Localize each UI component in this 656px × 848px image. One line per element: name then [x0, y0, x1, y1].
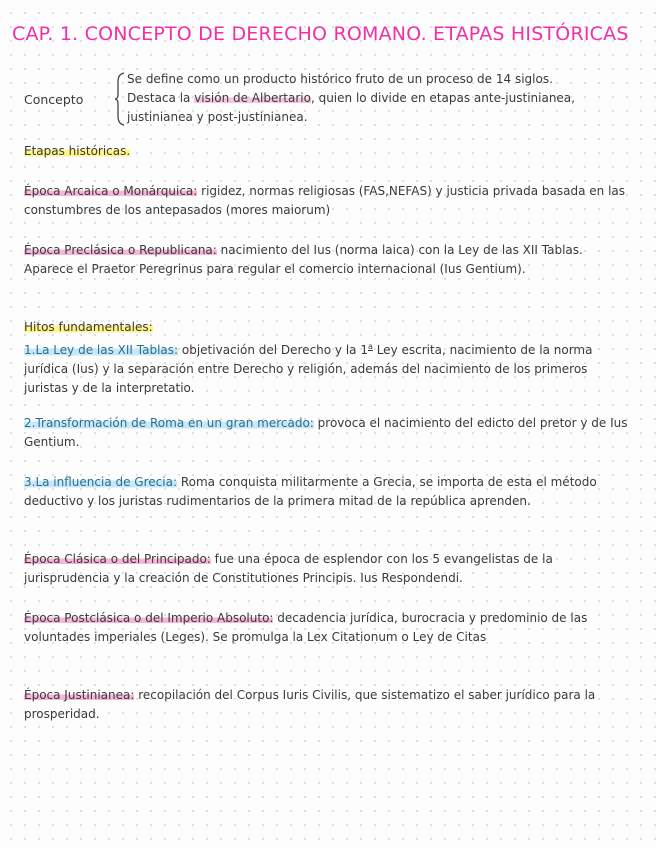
- etapa-preclasica: [24, 241, 630, 279]
- concepto-line-2: [127, 89, 653, 108]
- etapa-arcaica-label: Época Arcaica o Monárquica:: [24, 184, 198, 198]
- hito-3: [24, 473, 630, 511]
- etapa-clasica: [24, 550, 630, 588]
- etapa-postclasica: [24, 609, 630, 647]
- concepto-text: Destaca la: [127, 91, 195, 105]
- hito-2: [24, 414, 630, 452]
- concepto-definition: [127, 70, 653, 127]
- hitos-heading: Hitos fundamentales:: [24, 320, 153, 334]
- etapa-justinianea-label: Época Justinianea:: [24, 688, 135, 702]
- hito-1: [24, 337, 630, 398]
- hito-1-text: objetivación del Derecho y la 1: [178, 343, 368, 357]
- concepto-label: Concepto: [24, 92, 84, 107]
- etapa-justinianea: [24, 686, 630, 724]
- etapas-heading-block: [24, 142, 630, 161]
- page-title: CAP. 1. CONCEPTO DE DERECHO ROMANO. ETAPAS HISTÓRICAS: [12, 23, 629, 45]
- etapa-arcaica: [24, 182, 630, 220]
- albertario-highlight: visión de Albertario: [194, 91, 311, 105]
- hito-2-text: provoca el nacimiento del edicto del pretor y de Ius Gentium.: [24, 416, 628, 449]
- etapa-postclasica-label: Época Postclásica o del Imperio Absoluto:: [24, 611, 274, 625]
- etapa-justinianea-text: recopilación del Corpus Iuris Civilis, que sistematizo el saber jurídico para la prosperidad.: [24, 688, 596, 721]
- hito-3-text: Roma conquista militarmente a Grecia, se importa de esta el método deductivo y los juristas rudimentarios de la primera mitad de la república aprenden.: [24, 475, 597, 508]
- hito-1-text: Ley escrita, nacimiento de la norma jurídica (Ius) y la separación entre Derecho y religión, además del nacimiento de los primeros juristas y de la interpretatio.: [24, 343, 593, 395]
- etapa-clasica-text: fue una época de esplendor con los 5 evangelistas de la jurisprudencia y la creación de Constitutiones Principis. Ius Respondendi.: [24, 552, 553, 585]
- brace-icon: [114, 72, 126, 126]
- concepto-line-3: justinianea y post-justinianea.: [127, 110, 308, 124]
- etapa-postclasica-text: decadencia jurídica, burocracia y predominio de las voluntades imperiales (Leges). Se promulga la Lex Citationum o Ley de Citas: [24, 611, 588, 644]
- hitos-heading-block: [24, 318, 630, 337]
- etapa-preclasica-text: nacimiento del Ius (norma laica) con la Ley de las XII Tablas. Aparece el Praetor Peregrinus para regular el comercio internacional (Ius Gentium).: [24, 243, 583, 276]
- hito-3-label: 3.La influencia de Grecia:: [24, 475, 177, 489]
- concepto-line-1: Se define como un producto histórico fruto de un proceso de 14 siglos.: [127, 72, 553, 86]
- etapa-preclasica-label: Época Preclásica o Republicana:: [24, 243, 217, 257]
- etapa-clasica-label: Época Clásica o del Principado:: [24, 552, 211, 566]
- hito-2-label: 2.Transformación de Roma en un gran mercado:: [24, 416, 314, 430]
- etapas-heading: Etapas históricas.: [24, 144, 131, 158]
- hito-1-superscript: a: [367, 342, 373, 351]
- concepto-text: , quien lo divide en etapas ante-justinianea,: [310, 91, 575, 105]
- hito-1-label: 1.La Ley de las XII Tablas:: [24, 343, 179, 357]
- etapa-arcaica-text: rigidez, normas religiosas (FAS,NEFAS) y justicia privada basada en las constumbres de los antepasados (mores maiorum): [24, 184, 626, 217]
